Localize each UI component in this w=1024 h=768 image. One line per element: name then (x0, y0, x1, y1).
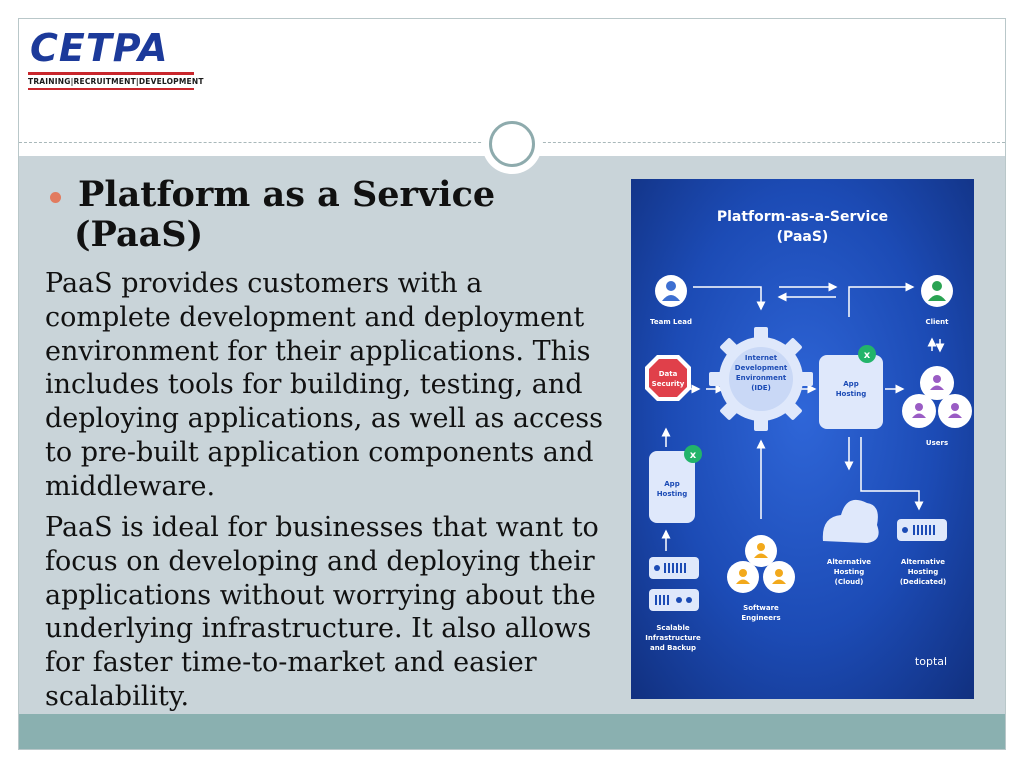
label-alt-cloud: Alternative Hosting (Cloud) (826, 558, 872, 586)
slide-title-line1: Platform as a Service (78, 174, 496, 215)
label-scalable: Scalable Infrastructure and Backup (645, 624, 701, 652)
label-users: Users (925, 439, 949, 447)
label-alt-dedicated: Alternative Hosting (Dedicated) (899, 558, 947, 586)
slide-title (74, 174, 598, 255)
label-team-lead: Team Lead (650, 318, 692, 326)
logo-rule-top (28, 72, 194, 75)
toptal-watermark: toptal (914, 655, 948, 668)
footer-bar (19, 714, 1005, 749)
cetpa-logo: CETPA (30, 26, 169, 70)
slide-title-line2: (PaaS) (74, 214, 204, 255)
label-app-hosting-center: App Hosting (835, 380, 867, 398)
bullet-icon (50, 192, 61, 203)
label-ide: Internet Development Environment (IDE) (734, 354, 788, 392)
label-data-security: Data Security (651, 370, 685, 388)
label-app-hosting-left: App Hosting (656, 480, 688, 498)
infographic-title (631, 207, 974, 247)
label-client: Client (925, 318, 949, 326)
svg-text:x: x (863, 350, 871, 361)
svg-text:x: x (689, 450, 697, 461)
divider-ring-icon (489, 121, 535, 167)
paragraph-benefits: PaaS is ideal for businesses that want to focus on developing and deploying their applications without worrying about the underlying infrastructure. It also allows for faster time-to-market and easier scalability. (45, 512, 599, 712)
logo-rule-bottom (28, 88, 194, 90)
paas-infographic (631, 179, 974, 699)
paragraph-description: PaaS provides customers with a complete development and deployment environment for their applications. This includes tools for building, testing, and deploying applications, as well as access to pre-built application components and middleware. (45, 268, 603, 502)
infographic-title-line1: Platform-as-a-Service (716, 209, 889, 225)
infographic-title-line2: (PaaS) (776, 229, 829, 245)
label-software-engineers: Software Engineers (741, 604, 781, 622)
logo-tagline: TRAINING|RECRUITMENT|DEVELOPMENT (28, 77, 204, 86)
